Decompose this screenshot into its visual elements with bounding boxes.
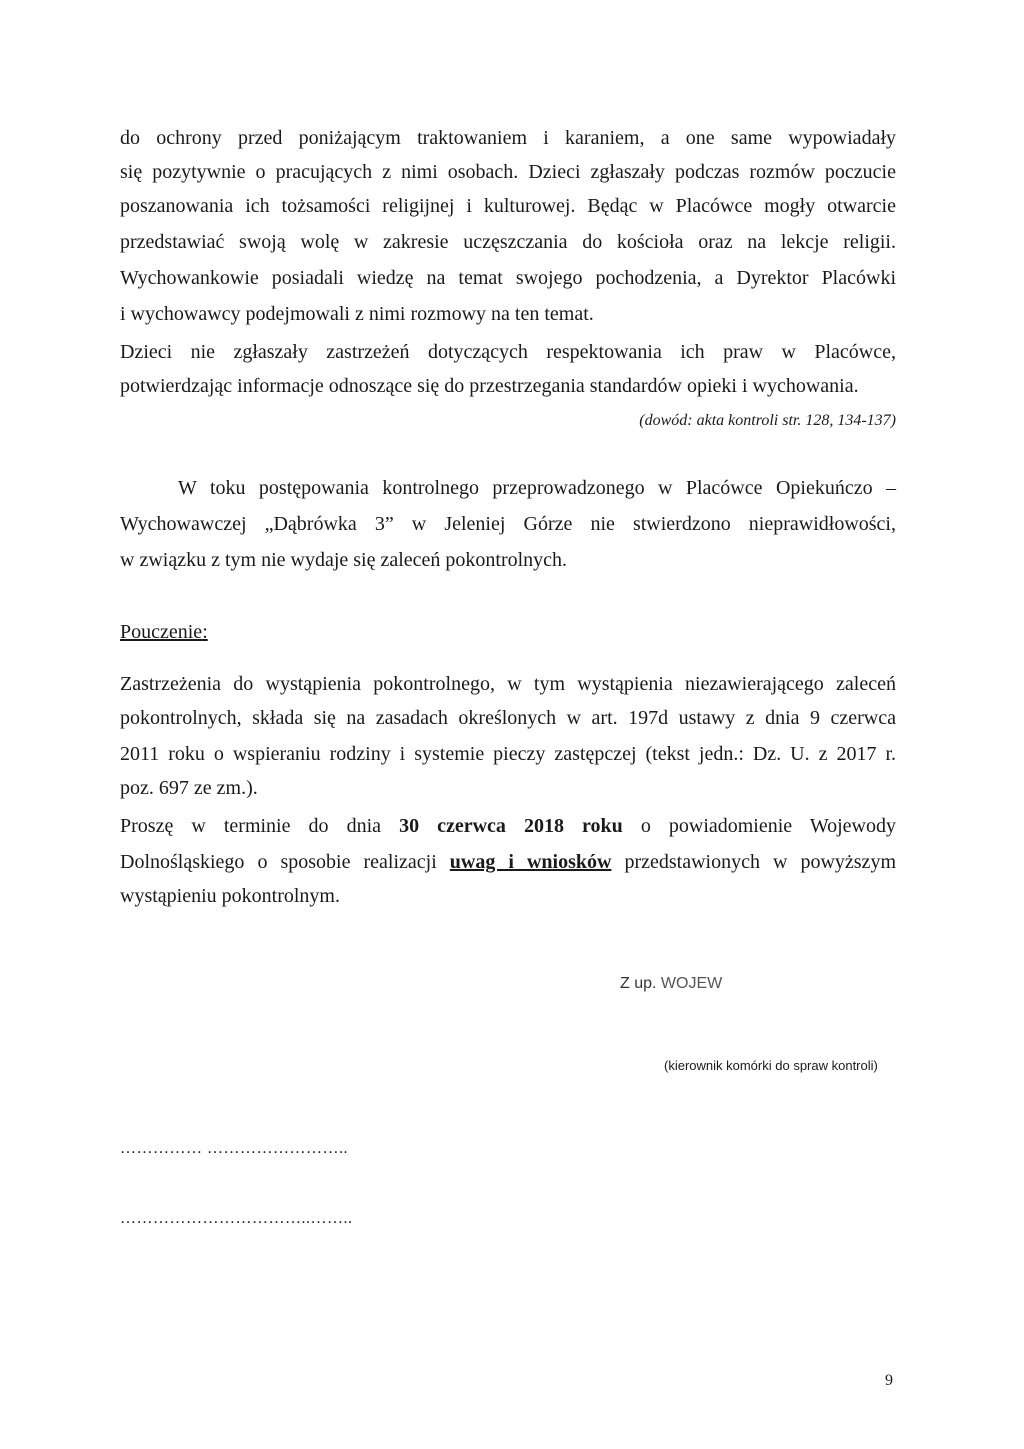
paragraph-1-line-5: Wychowankowie posiadali wiedzę na temat swojego pochodzenia, a Dyrektor Placówki bbox=[120, 267, 896, 289]
paragraph-1-line-6: i wychowawcy podejmowali z nimi rozmowy na ten temat. bbox=[120, 303, 594, 325]
paragraph-1-line-3: poszanowania ich tożsamości religijnej i kulturowej. Będąc w Placówce mogły otwarcie bbox=[120, 195, 896, 217]
request-line-2-end: przedstawionych w powyższym bbox=[624, 851, 896, 873]
conclusion-line-3: w związku z tym nie wydaje się zaleceń pokontrolnych. bbox=[120, 549, 568, 571]
paragraph-2-line-2: potwierdzając informacje odnoszące się do przestrzegania standardów opieki i wychowania. bbox=[120, 375, 859, 397]
page-number: 9 bbox=[885, 1372, 893, 1389]
remarks-and-conclusions: uwag i wniosków bbox=[449, 851, 612, 873]
stamp-faded-text: WOJEW bbox=[660, 975, 723, 992]
request-line-1-end: o powiadomienie Wojewody bbox=[640, 815, 897, 837]
paragraph-1-line-4: przedstawiać swoją wolę w zakresie uczęszczania do kościoła oraz na lekcje religii. bbox=[120, 231, 896, 253]
request-line-3: wystąpieniu pokontrolnym. bbox=[120, 885, 340, 907]
instruction-heading: Pouczenie: bbox=[120, 621, 208, 643]
request-line-2 bbox=[120, 850, 896, 874]
instruction-line-1: Zastrzeżenia do wystąpienia pokontrolnego, w tym wystąpienia niezawierającego zaleceń bbox=[120, 673, 896, 695]
stamp-prefix: Z up. bbox=[620, 975, 657, 992]
authorization-stamp bbox=[620, 975, 722, 993]
signature-role-label: (kierownik komórki do spraw kontroli) bbox=[664, 1058, 878, 1073]
paragraph-2-line-1: Dzieci nie zgłaszały zastrzeżeń dotyczących respektowania ich praw w Placówce, bbox=[120, 341, 896, 363]
signature-dotted-line-2: ……………………………..…….. bbox=[120, 1210, 353, 1227]
deadline-date: 30 czerwca 2018 roku bbox=[399, 815, 623, 837]
request-line-2-start: Dolnośląskiego o sposobie realizacji bbox=[120, 851, 437, 873]
signature-dotted-line-1: …………… …………………….. bbox=[120, 1140, 348, 1157]
paragraph-1-line-1: do ochrony przed poniżającym traktowaniem i karaniem, a one same wypowiadały bbox=[120, 127, 896, 149]
conclusion-line-1: W toku postępowania kontrolnego przeprowadzonego w Placówce Opiekuńczo – bbox=[178, 477, 896, 499]
instruction-line-3: 2011 roku o wspieraniu rodziny i systemie pieczy zastępczej (tekst jedn.: Dz. U. z 2017 r. bbox=[120, 743, 896, 765]
request-line-1 bbox=[120, 814, 896, 838]
instruction-line-4: poz. 697 ze zm.). bbox=[120, 777, 258, 799]
evidence-reference: (dowód: akta kontroli str. 128, 134-137) bbox=[639, 412, 896, 429]
instruction-line-2: pokontrolnych, składa się na zasadach określonych w art. 197d ustawy z dnia 9 czerwca bbox=[120, 707, 896, 729]
request-line-1-start: Proszę w terminie do dnia bbox=[120, 815, 382, 837]
paragraph-1-line-2: się pozytywnie o pracujących z nimi osobach. Dzieci zgłaszały podczas rozmów poczucie bbox=[120, 161, 896, 183]
conclusion-line-2: Wychowawczej „Dąbrówka 3” w Jeleniej Górze nie stwierdzono nieprawidłowości, bbox=[120, 513, 896, 535]
